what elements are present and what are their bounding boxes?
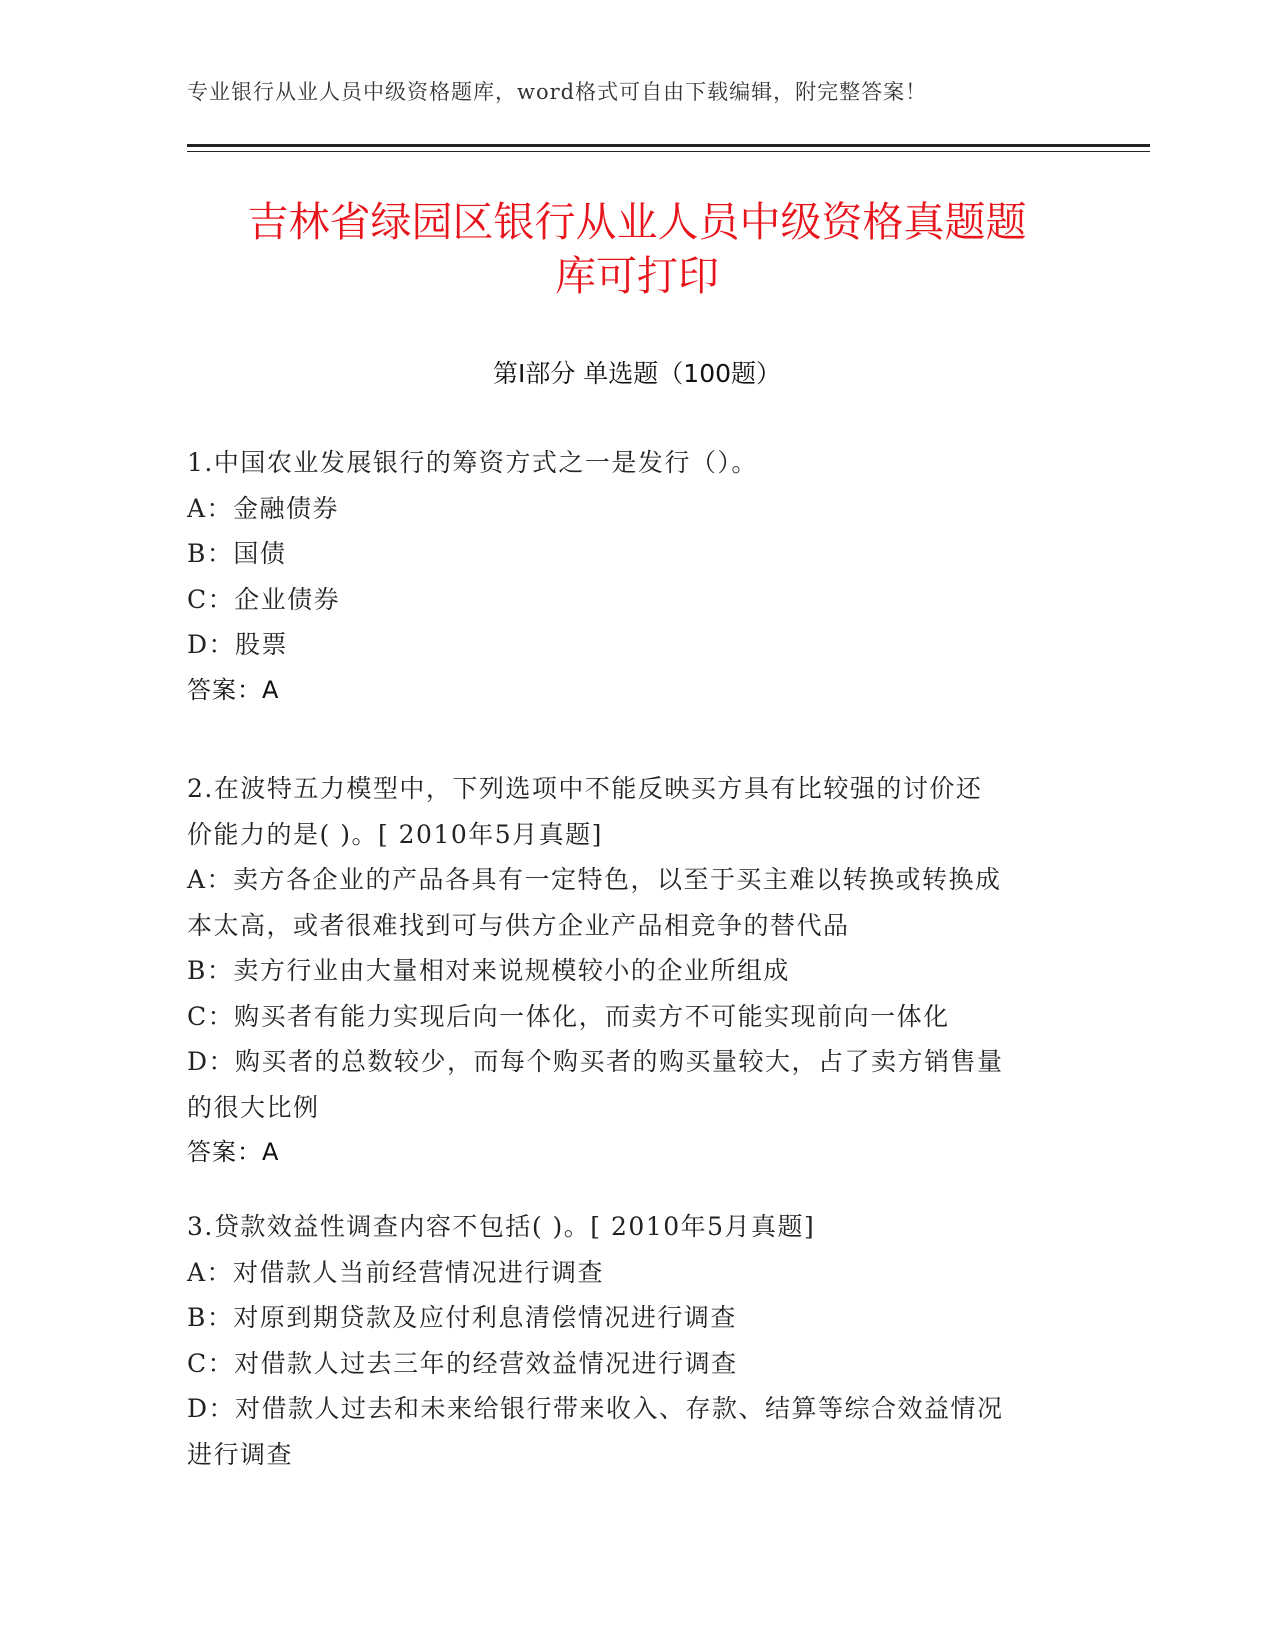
question-2-option-d-line-1: D：购买者的总数较少，而每个购买者的购买量较大，占了卖方销售量: [187, 1047, 1004, 1076]
question-2-stem-line-2: 价能力的是( )。[ 2010年5月真题]: [187, 819, 603, 849]
question-2-option-a-line-2: 本太高，或者很难找到可与供方企业产品相竞争的替代品: [187, 910, 850, 940]
document-title: [187, 195, 1087, 303]
header-rule-thin: [187, 151, 1150, 152]
question-1-answer: 答案：A: [187, 675, 280, 704]
question-3-option-d-line-1: D：对借款人过去和未来给银行带来收入、存款、结算等综合效益情况: [187, 1394, 1004, 1423]
question-3-option-d-line-2: 进行调查: [187, 1439, 294, 1469]
question-2-option-d-line-2: 的很大比例: [187, 1092, 320, 1122]
question-2-stem-line-1: 2.在波特五力模型中，下列选项中不能反映买方具有比较强的讨价还: [187, 774, 983, 803]
question-3-option-b: B：对原到期贷款及应付利息清偿情况进行调查: [187, 1303, 737, 1332]
section-title: 第Ⅰ部分 单选题（100题）: [492, 359, 782, 388]
question-2-answer: 答案：A: [187, 1138, 280, 1166]
question-1-option-b: B：国债: [187, 539, 287, 568]
question-2-option-b: B：卖方行业由大量相对来说规模较小的企业所组成: [187, 956, 790, 985]
header-note: 专业银行从业人员中级资格题库，word格式可自由下载编辑，附完整答案！: [187, 80, 928, 104]
question-1: [187, 440, 1067, 713]
document-title-line-2: 库可打印: [555, 252, 719, 300]
document-title-line-1: 吉林省绿园区银行从业人员中级资格真题题: [247, 198, 1027, 246]
question-1-option-a: A：金融债券: [187, 493, 340, 523]
question-3: [187, 1204, 1067, 1477]
question-1-stem: 1.中国农业发展银行的筹资方式之一是发行（）。: [187, 448, 758, 477]
question-3-option-c: C：对借款人过去三年的经营效益情况进行调查: [187, 1348, 738, 1378]
header-rule-thick: [187, 144, 1150, 147]
question-3-option-a: A：对借款人当前经营情况进行调查: [187, 1257, 605, 1287]
question-2: [187, 766, 1067, 1176]
question-3-stem: 3.贷款效益性调查内容不包括( )。[ 2010年5月真题]: [187, 1212, 816, 1241]
question-2-option-a-line-1: A：卖方各企业的产品各具有一定特色，以至于买主难以转换或转换成: [187, 865, 1002, 894]
question-1-option-d: D：股票: [187, 630, 289, 659]
question-1-option-c: C：企业债券: [187, 584, 341, 614]
question-2-option-c: C：购买者有能力实现后向一体化，而卖方不可能实现前向一体化: [187, 1001, 950, 1031]
